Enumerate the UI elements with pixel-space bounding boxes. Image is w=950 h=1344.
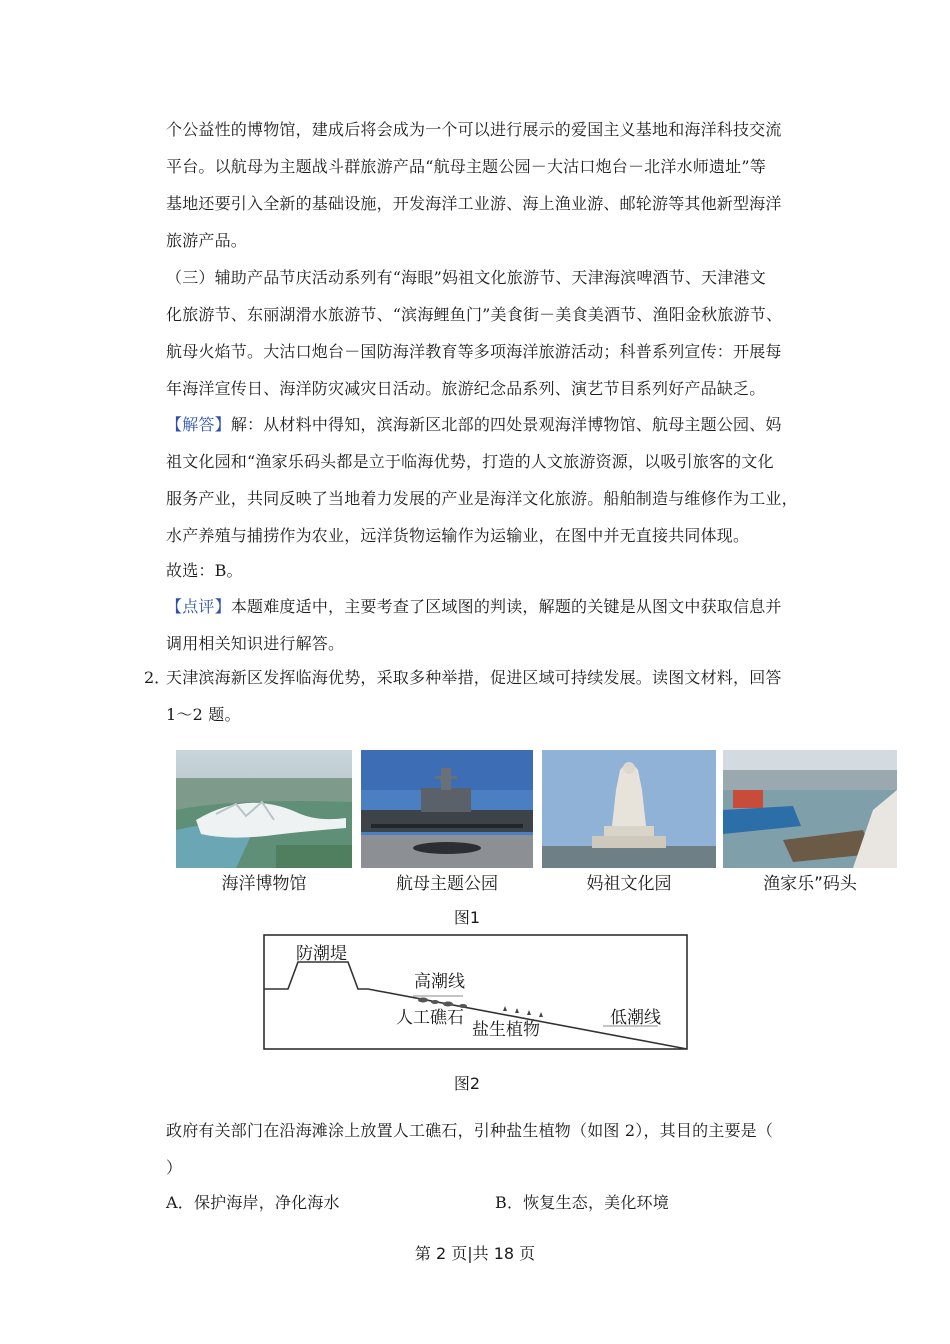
- text-line: 化旅游节、东丽湖滑水旅游节、“滨海鲤鱼门”美食街－美食美酒节、渔阳金秋旅游节、: [166, 305, 783, 324]
- figure2-label: 图2: [453, 1074, 481, 1093]
- question-prompt: 政府有关部门在沿海滩涂上放置人工礁石，引种盐生植物（如图 2），其目的主要是（: [166, 1121, 774, 1140]
- caption-mazu-park: 妈祖文化园: [586, 874, 672, 894]
- text-line: 个公益性的博物馆，建成后将会成为一个可以进行展示的爱国主义基地和海洋科技交流: [166, 120, 782, 139]
- question-stem: 1～2 题。: [166, 705, 241, 724]
- text-line: 航母火焰节。大沽口炮台－国防海洋教育等多项海洋旅游活动；科普系列宣传：开展每: [166, 342, 782, 361]
- answer-line: 服务产业，共同反映了当地着力发展的产业是海洋文化旅游。船舶制造与维修作为工业，: [166, 489, 798, 508]
- ocean-museum-photo: [176, 750, 352, 868]
- text-line: 平台。以航母为主题战斗群旅游产品“航母主题公园－大沽口炮台－北洋水师遗址”等: [166, 157, 766, 176]
- answer-tag: 【解答】: [166, 415, 231, 434]
- comment-tag: 【点评】: [166, 597, 231, 616]
- carrier-park-photo: [361, 750, 533, 868]
- comment-text: 本题难度适中，主要考查了区域图的判读，解题的关键是从图文中获取信息并: [230, 597, 782, 616]
- artificial-reef-label: 人工礁石: [396, 1008, 464, 1028]
- high-tide-label: 高潮线: [414, 972, 465, 992]
- option-b[interactable]: B．恢复生态，美化环境: [495, 1193, 669, 1212]
- comment-line: 调用相关知识进行解答。: [166, 634, 345, 653]
- option-a[interactable]: A．保护海岸，净化海水: [166, 1193, 340, 1212]
- page-footer: 第 2 页|共 18 页: [414, 1244, 536, 1263]
- answer-choice: 故选：B。: [166, 561, 243, 580]
- figure1-label: 图1: [453, 908, 481, 927]
- text-line: 基地还要引入全新的基础设施，开发海洋工业游、海上渔业游、邮轮游等其他新型海洋: [166, 194, 782, 213]
- mazu-park-photo: [542, 750, 716, 868]
- low-tide-label: 低潮线: [610, 1008, 661, 1028]
- salt-plants-label: 盐生植物: [472, 1020, 540, 1040]
- question-prompt: ）: [166, 1158, 183, 1177]
- answer-line: [166, 415, 782, 435]
- question-stem: 天津滨海新区发挥临海优势，采取多种举措，促进区域可持续发展。读图文材料，回答: [166, 668, 782, 687]
- comment-line: [166, 597, 782, 617]
- text-line: 年海洋宣传日、海洋防灾减灾日活动。旅游纪念品系列、演艺节目系列好产品缺乏。: [166, 379, 766, 398]
- seawall-label: 防潮堤: [296, 944, 347, 964]
- caption-carrier-park: 航母主题公园: [396, 874, 498, 894]
- question-number: 2．: [144, 668, 171, 687]
- caption-ocean-museum: 海洋博物馆: [221, 874, 307, 894]
- text-line: 旅游产品。: [166, 231, 248, 250]
- answer-line: 水产养殖与捕捞作为农业，远洋货物运输作为运输业，在图中并无直接共同体现。: [166, 526, 750, 545]
- caption-fishing-wharf: 渔家乐”码头: [763, 874, 857, 894]
- text-line: （三）辅助产品节庆活动系列有“海眼”妈祖文化旅游节、天津海滨啤酒节、天津港文: [166, 268, 766, 287]
- answer-line: 祖文化园和“渔家乐码头都是立于临海优势，打造的人文旅游资源，以吸引旅客的文化: [166, 452, 774, 471]
- answer-text: 解：从材料中得知，滨海新区北部的四处景观海洋博物馆、航母主题公园、妈: [230, 415, 782, 434]
- fishing-wharf-photo: [723, 750, 897, 868]
